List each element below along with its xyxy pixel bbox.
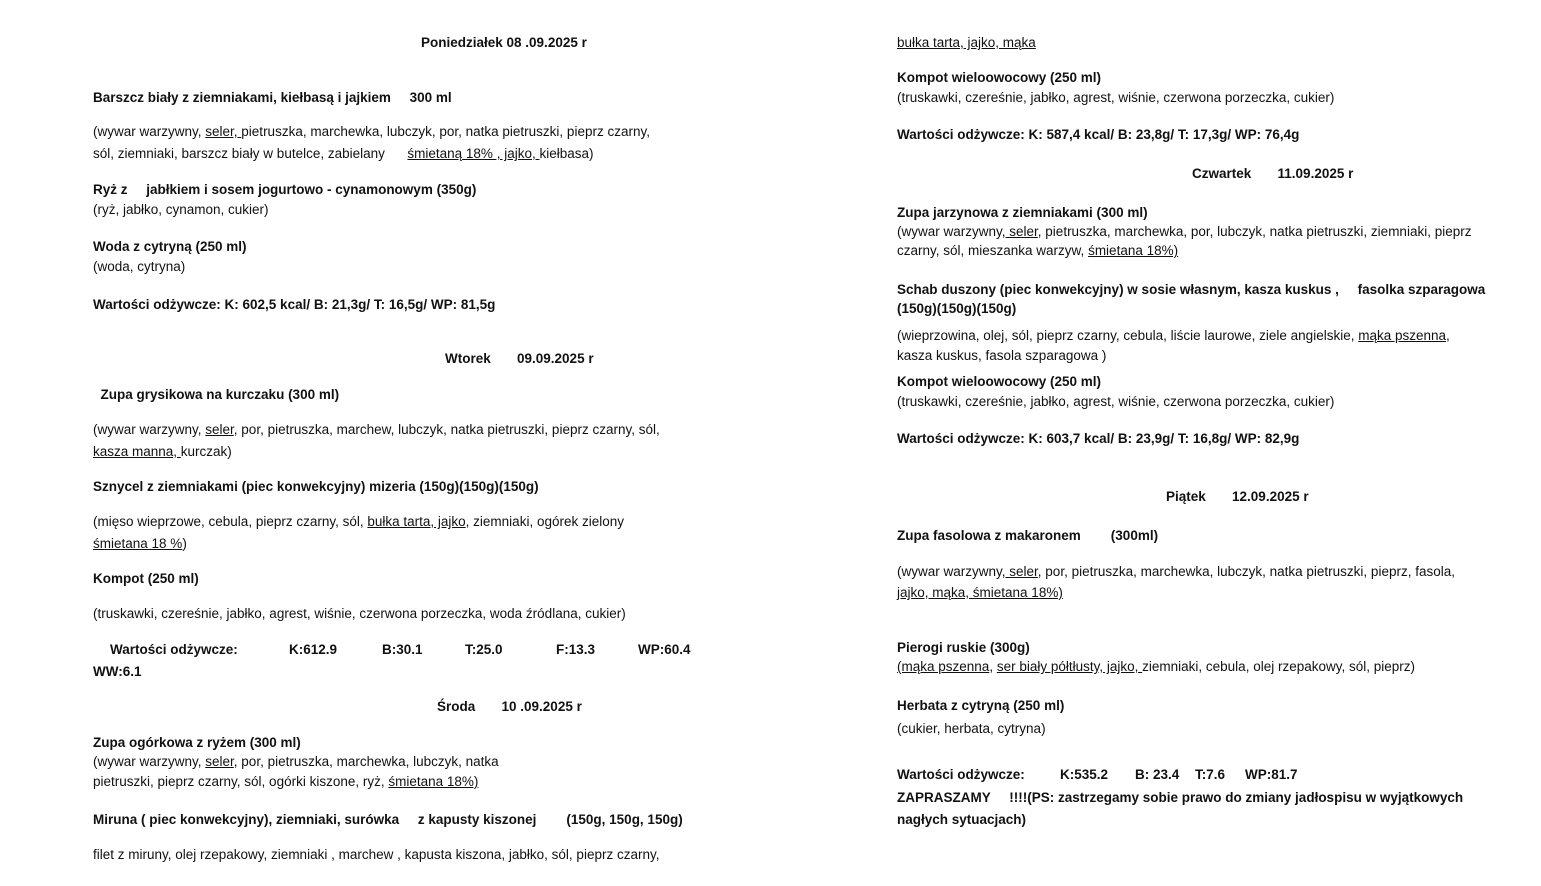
soup-title: Zupa fasolowa z makaronem (300ml) xyxy=(897,528,1159,543)
drink-ingredients: (woda, cytryna) xyxy=(93,259,186,274)
main-dish-ingredients: filet z miruny, olej rzepakowy, ziemniaki , marchew , kapusta kiszona, jabłko, sól, pieprz czarny, xyxy=(93,847,660,862)
nutrition-carbs: WP:60.4 xyxy=(638,642,691,657)
main-dish-title: Schab duszony (piec konwekcyjny) w sosie własnym, kasza kuskus , fasolka szparagowa xyxy=(897,282,1486,297)
footer-note-cont: nagłych sytuacjach) xyxy=(897,812,1027,827)
soup-ingredients-cont: kasza manna, kurczak) xyxy=(93,444,232,459)
main-dish-title: Pierogi ruskie (300g) xyxy=(897,640,1030,655)
nutrition-carbs: WP:81.7 xyxy=(1245,767,1298,782)
main-dish-title: Miruna ( piec konwekcyjny), ziemniaki, surówka z kapusty kiszonej (150g, 150g, 150g) xyxy=(93,812,683,827)
main-dish-title-cont: (150g)(150g)(150g) xyxy=(897,301,1017,316)
main-dish-title: Sznycel z ziemniakami (piec konwekcyjny) mizeria (150g)(150g)(150g) xyxy=(93,479,539,494)
day-header-thursday: Czwartek 11.09.2025 r xyxy=(1192,166,1354,181)
main-dish-title: Ryż z jabłkiem i sosem jogurtowo - cynamonowym (350g) xyxy=(93,182,477,197)
nutrition-fat: T:25.0 xyxy=(465,642,503,657)
soup-ingredients-cont: sól, ziemniaki, barszcz biały w butelce, zabielany śmietaną 18% , jajko, kiełbasa) xyxy=(93,146,594,161)
drink-title: Kompot (250 ml) xyxy=(93,571,199,586)
soup-ingredients: (wywar warzywny, seler, por, pietruszka, marchewka, lubczyk, natka pietruszki, pieprz, fasola, xyxy=(897,564,1455,579)
soup-title: Barszcz biały z ziemniakami, kiełbasą i jajkiem 300 ml xyxy=(93,90,452,105)
day-header-friday: Piątek 12.09.2025 r xyxy=(1166,489,1309,504)
main-dish-ingredients: (ryż, jabłko, cynamon, cukier) xyxy=(93,202,269,217)
soup-ingredients: (wywar warzywny, seler, por, pietruszka, marchewka, lubczyk, natka xyxy=(93,754,499,769)
nutrition-values: Wartości odżywcze: K: 587,4 kcal/ B: 23,8g/ T: 17,3g/ WP: 76,4g xyxy=(897,127,1300,142)
nutrition-values: Wartości odżywcze: K: 602,5 kcal/ B: 21,3g/ T: 16,5g/ WP: 81,5g xyxy=(93,297,496,312)
nutrition-ww: WW:6.1 xyxy=(93,664,142,679)
soup-title: Zupa ogórkowa z ryżem (300 ml) xyxy=(93,735,301,750)
drink-ingredients: (cukier, herbata, cytryna) xyxy=(897,721,1046,736)
soup-ingredients-cont: czarny, sól, mieszanka warzyw, śmietana 18%) xyxy=(897,243,1179,258)
nutrition-values: Wartości odżywcze: K: 603,7 kcal/ B: 23,9g/ T: 16,8g/ WP: 82,9g xyxy=(897,431,1300,446)
nutrition-fat: T:7.6 xyxy=(1195,767,1226,782)
nutrition-label: Wartości odżywcze: xyxy=(110,642,238,657)
nutrition-kcal: K:612.9 xyxy=(289,642,338,657)
soup-ingredients-cont: jajko, mąka, śmietana 18%) xyxy=(897,585,1063,600)
day-header-tuesday: Wtorek 09.09.2025 r xyxy=(445,351,594,366)
soup-ingredients: (wywar warzywny, seler, pietruszka, marchewka, por, lubczyk, natka pietruszki, ziemniaki, pieprz xyxy=(897,224,1472,239)
main-dish-ingredients: (wieprzowina, olej, sól, pieprz czarny, cebula, liście laurowe, ziele angielskie, mąka pszenna, xyxy=(897,328,1450,343)
day-header-wednesday: Środa 10 .09.2025 r xyxy=(437,699,582,714)
main-dish-ingredients-cont: kasza kuskus, fasola szparagowa ) xyxy=(897,348,1107,363)
drink-ingredients: (truskawki, czereśnie, jabłko, agrest, wiśnie, czerwona porzeczka, cukier) xyxy=(897,394,1335,409)
soup-ingredients: (wywar warzywny, seler, por, pietruszka, marchew, lubczyk, natka pietruszki, pieprz czarny, sól, xyxy=(93,422,660,437)
drink-ingredients: (truskawki, czereśnie, jabłko, agrest, wiśnie, czerwona porzeczka, woda źródlana, cukier) xyxy=(93,606,626,621)
drink-title: Kompot wieloowocowy (250 ml) xyxy=(897,374,1102,389)
main-dish-ingredients: (mąka pszenna, ser biały półtłusty, jajko, ziemniaki, cebula, olej rzepakowy, sól, pieprz) xyxy=(897,659,1416,674)
nutrition-protein: B: 23.4 xyxy=(1135,767,1180,782)
drink-title: Kompot wieloowocowy (250 ml) xyxy=(897,70,1102,85)
nutrition-label: Wartości odżywcze: xyxy=(897,767,1025,782)
drink-title: Herbata z cytryną (250 ml) xyxy=(897,698,1065,713)
soup-title: Zupa grysikowa na kurczaku (300 ml) xyxy=(93,387,340,402)
main-dish-ingredients-cont: śmietana 18 %) xyxy=(93,536,187,551)
nutrition-protein: B:30.1 xyxy=(382,642,423,657)
drink-title: Woda z cytryną (250 ml) xyxy=(93,239,247,254)
nutrition-fiber: F:13.3 xyxy=(556,642,596,657)
soup-ingredients-cont: pietruszki, pieprz czarny, sól, ogórki kiszone, ryż, śmietana 18%) xyxy=(93,774,479,789)
drink-ingredients: (truskawki, czereśnie, jabłko, agrest, wiśnie, czerwona porzeczka, cukier) xyxy=(897,90,1335,105)
main-dish-ingredients-cont: bułka tarta, jajko, mąka xyxy=(897,35,1036,50)
main-dish-ingredients: (mięso wieprzowe, cebula, pieprz czarny, sól, bułka tarta, jajko, ziemniaki, ogórek zielony xyxy=(93,514,624,529)
soup-ingredients: (wywar warzywny, seler, pietruszka, marchewka, lubczyk, por, natka pietruszki, pieprz czarny, xyxy=(93,124,650,139)
nutrition-kcal: K:535.2 xyxy=(1060,767,1109,782)
footer-note: ZAPRASZAMY !!!!(PS: zastrzegamy sobie prawo do zmiany jadłospisu w wyjątkowych xyxy=(897,790,1464,805)
soup-title: Zupa jarzynowa z ziemniakami (300 ml) xyxy=(897,205,1148,220)
day-header-monday: Poniedziałek 08 .09.2025 r xyxy=(421,35,587,50)
